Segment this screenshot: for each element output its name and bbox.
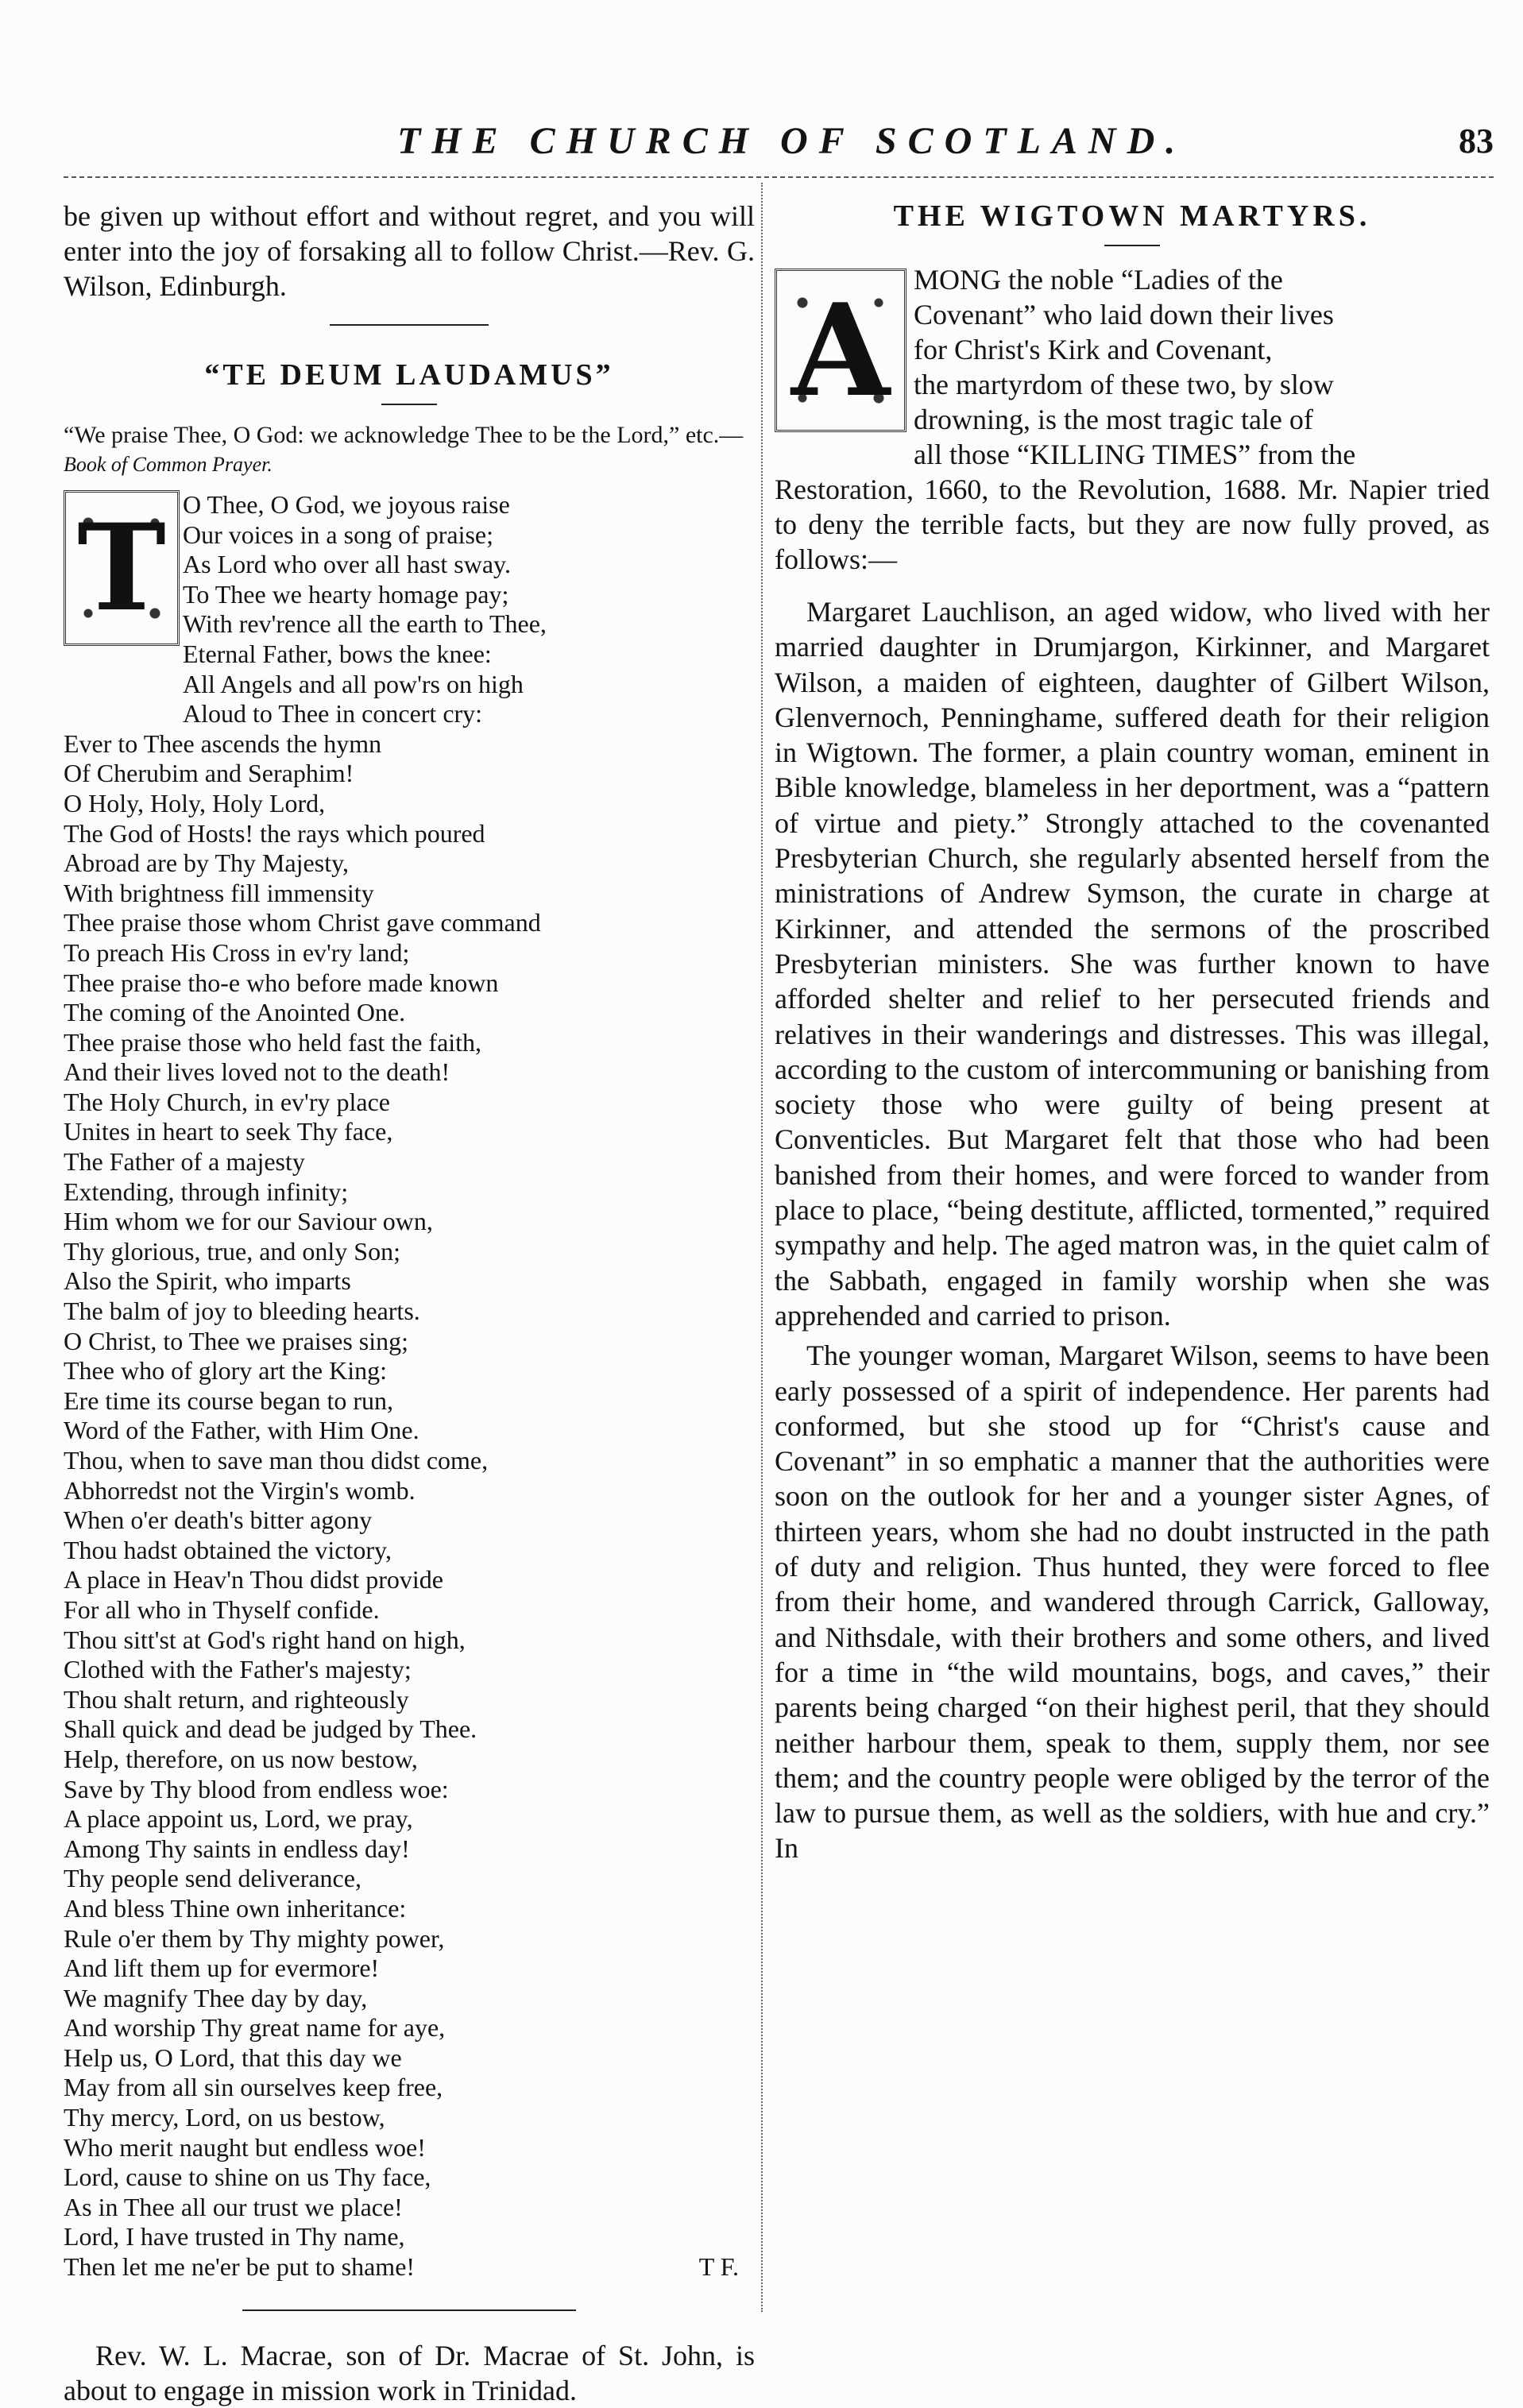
text-line: Covenant” who laid down their lives (914, 299, 1334, 330)
intro-text: “We praise Thee, O God: we acknowledge Thee to be the Lord,” etc.— (64, 422, 744, 448)
poem-body-lines (64, 729, 755, 2252)
text-line: As in Thee all our trust we place! (64, 2192, 403, 2221)
text-line: Thy glorious, true, and only Son; (64, 1236, 400, 1266)
running-head: THE CHURCH OF SCOTLAND. (397, 120, 1187, 162)
text-line: As Lord who over all hast sway. (183, 550, 511, 579)
text-line: All Angels and all pow'rs on high (183, 669, 524, 698)
text-line: for Christ's Kirk and Covenant, (914, 334, 1273, 365)
text-line: Abhorredst not the Virgin's womb. (64, 1475, 416, 1505)
title-rule (1104, 245, 1160, 246)
text-line: Unites in heart to seek Thy face, (64, 1117, 393, 1146)
text-line: O Holy, Holy, Holy Lord, (64, 788, 326, 817)
text-line: The balm of joy to bleeding hearts. (64, 1297, 420, 1326)
title-rule (381, 404, 437, 405)
ornamental-drop-cap-t: T (64, 490, 180, 646)
left-column (64, 199, 755, 2408)
text-line: For all who in Thyself confide. (64, 1594, 380, 1624)
text-line: The God of Hosts! the rays which poured (64, 818, 485, 848)
text-line: Thee praise those who held fast the faith, (64, 1027, 482, 1057)
lead-continuation: Restoration, 1660, to the Revolution, 1688. Mr. Napier tried to deny the terrible facts, but they are now fully proved, as follows:— (775, 473, 1490, 575)
poem-last-line: Then let me ne'er be put to shame! (64, 2252, 416, 2282)
text-line: And bless Thine own inheritance: (64, 1893, 407, 1923)
text-line: Eternal Father, bows the knee: (183, 639, 492, 668)
page-header (64, 119, 1494, 175)
text-line: Rule o'er them by Thy mighty power, (64, 1923, 445, 1953)
text-line: Thy people send deliverance, (64, 1864, 361, 1893)
article-lead (775, 262, 1490, 577)
text-line: A place in Heav'n Thou didst provide (64, 1565, 443, 1594)
text-line: Also the Spirit, who imparts (64, 1266, 351, 1296)
mission-notice: Rev. W. L. Macrae, son of Dr. Macrae of St. John, is about to engage in mission work in Trinidad. (64, 2339, 755, 2406)
text-line: And lift them up for evermore! (64, 1954, 380, 1983)
header-rule (64, 176, 1494, 178)
text-line: Who merit naught but endless woe! (64, 2132, 426, 2162)
text-line: O Christ, to Thee we praises sing; (64, 1326, 409, 1355)
poem-closing-line (64, 2252, 755, 2282)
text-line: Thy mercy, Lord, on us bestow, (64, 2103, 385, 2132)
text-line: Extending, through infinity; (64, 1177, 349, 1206)
text-line: With brightness fill immensity (64, 878, 374, 907)
text-line: Lord, I have trusted in Thy name, (64, 2222, 405, 2251)
te-deum-poem (64, 490, 755, 2282)
ornamental-drop-cap-a: A (775, 269, 906, 432)
text-line: And worship Thy great name for aye, (64, 2013, 446, 2043)
text-line: the martyrdom of these two, by slow (914, 369, 1334, 400)
continuation-paragraph: be given up without effort and without regret, and you will enter into the joy of forsaking all to follow Christ.—Rev. G. Wilson, Edinburgh. (64, 200, 755, 302)
intro-source: Book of Common Prayer. (64, 453, 273, 476)
column-divider (761, 183, 763, 2312)
text-line: Word of the Father, with Him One. (64, 1416, 419, 1445)
text-line: Thou, when to save man thou didst come, (64, 1446, 489, 1475)
paragraph-lauchlison: Margaret Lauchlison, an aged widow, who lived with her married daughter in Drumjargon, Kirkinner, and Margaret Wilson, a maiden of eighteen, daughter of Gilbert Wilson, Glenvernoch, Penninghame, suffered death for their religion in Wigtown. The former, a plain country woman, eminent in Bible knowledge, blameless in her deportment, was a “pattern of virtue and piety.” Strongly attached to the covenanted Presbyterian Church, she regularly absented herself from the ministrations of Andrew Symson, the curate in charge at Kirkinner, and attended the sermons of the proscribed Presbyterian ministers. She was further known to have afforded shelter and relief to her persecuted friends and relatives in their wanderings and distresses. This was illegal, according to the custom of intercommuning or banishing from society those who were guilty of being present at Conventicles. But Margaret felt that those who had been banished from their homes, and were forced to wander from place to place, “being destitute, afflicted, tormented,” required sympathy and help. The aged matron was, in the quiet calm of the Sabbath, engaged in family worship when she was apprehended and carried to prison. (775, 596, 1490, 1332)
text-line: Ever to Thee ascends the hymn (64, 729, 382, 758)
text-line: Thee praise tho-e who before made known (64, 968, 499, 997)
text-line: O Thee, O God, we joyous raise (183, 490, 510, 519)
text-line: Among Thy saints in endless day! (64, 1834, 410, 1863)
text-line: A place appoint us, Lord, we pray, (64, 1804, 413, 1834)
text-line: To Thee we hearty homage pay; (183, 579, 509, 609)
text-line: Clothed with the Father's majesty; (64, 1655, 412, 1684)
text-line: Thee who of glory art the King: (64, 1356, 387, 1386)
text-line: Help, therefore, on us now bestow, (64, 1744, 418, 1773)
text-line: drowning, is the most tragic tale of (914, 404, 1313, 435)
page-number: 83 (1459, 122, 1494, 160)
text-line: all those “KILLING TIMES” from the (914, 439, 1356, 470)
text-line: Thou hadst obtained the victory, (64, 1535, 392, 1564)
text-line: When o'er death's bitter agony (64, 1505, 373, 1535)
text-line: Ere time its course began to run, (64, 1386, 393, 1415)
text-line: The coming of the Anointed One. (64, 998, 406, 1027)
text-line: Lord, cause to shine on us Thy face, (64, 2163, 431, 2192)
text-line: Save by Thy blood from endless woe: (64, 1774, 449, 1803)
right-column (775, 199, 1490, 1866)
poem-author-initials: T F. (698, 2252, 739, 2282)
te-deum-intro (64, 421, 755, 479)
text-line: Thee praise those whom Christ gave command (64, 908, 541, 937)
text-line: To preach His Cross in ev'ry land; (64, 937, 410, 967)
article-title: THE WIGTOWN MARTYRS. (893, 199, 1371, 233)
text-line: MONG the noble “Ladies of the (914, 264, 1283, 296)
text-line: May from all sin ourselves keep free, (64, 2073, 443, 2102)
paragraph-wilson: The younger woman, Margaret Wilson, seems to have been early possessed of a spirit of independence. Her parents had conformed, but she stood up for “Christ's cause and Covenant” in so emphatic a manner that the authorities were soon on the outlook for her and a younger sister Agnes, of thirteen years, whom she had no doubt instructed in the path of duty and religion. Thus hunted, they were forced to flee from their home, and wandered through Carrick, Galloway, and Nithsdale, with their brothers and some others, and lived for a time in “the wild mountains, bogs, and caves,” their parents being charged “on their highest peril, that they should neither harbour them, speak to them, supply them, nor see them; and the country people were obliged by the terror of the law to pursue them, as well as the soldiers, with hue and cry.” In (775, 1339, 1490, 1865)
text-line: Shall quick and dead be judged by Thee. (64, 1714, 477, 1744)
section-rule (330, 324, 489, 326)
text-line: Thou sitt'st at God's right hand on high, (64, 1625, 466, 1654)
te-deum-title: “TE DEUM LAUDAMUS” (204, 358, 614, 392)
text-line: We magnify Thee day by day, (64, 1983, 368, 2012)
text-line: Abroad are by Thy Majesty, (64, 848, 350, 878)
text-line: The Father of a majesty (64, 1147, 305, 1177)
text-line: With rev'rence all the earth to Thee, (183, 609, 547, 639)
text-line: Him whom we for our Saviour own, (64, 1207, 433, 1236)
text-line: Of Cherubim and Seraphim! (64, 759, 354, 788)
text-line: The Holy Church, in ev'ry place (64, 1087, 390, 1116)
text-line: Our voices in a song of praise; (183, 520, 494, 549)
text-line: And their lives loved not to the death! (64, 1057, 450, 1087)
notice-rule (242, 2309, 576, 2311)
text-line: Thou shalt return, and righteously (64, 1684, 409, 1714)
text-line: Aloud to Thee in concert cry: (183, 699, 483, 729)
text-line: Help us, O Lord, that this day we (64, 2043, 402, 2072)
